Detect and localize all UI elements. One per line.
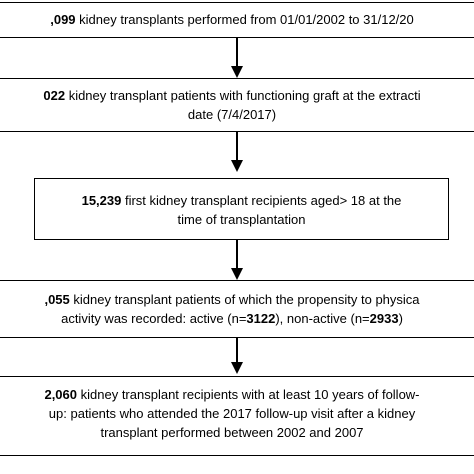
box-4-count: ,055 [44,292,70,307]
box-first-adult-recipients [34,178,449,240]
box-4-active-count: 3122 [246,311,276,326]
box-3-text-1: first kidney transplant recipients aged> 18 at the [121,193,402,208]
connector-3-arrowhead [231,268,243,280]
box-5-line-2: up: patients who attended the 2017 follow-up visit after a kidney [48,406,416,421]
box-3-line-2: time of transplantation [177,212,306,227]
box-total-transplants [0,2,474,38]
connector-1-line [236,38,238,68]
box-functioning-graft [0,78,474,132]
box-2-line-1 [0,86,474,105]
box-4-text-2a: activity was recorded: active (n= [61,311,247,326]
box-2-count: 022 [43,88,66,103]
connector-4-arrowhead [231,362,243,374]
box-1-line-1 [0,10,474,29]
box-5-count: 2,060 [44,387,78,402]
box-1-text: kidney transplants performed from 01/01/2002 to 31/12/20 [75,12,414,27]
connector-1-arrowhead [231,66,243,78]
box-3-line-1 [35,191,448,210]
box-1-count: ,099 [50,12,76,27]
box-4-nonactive-count: 2933 [369,311,399,326]
connector-3-line [236,240,238,270]
box-4-line-2 [0,309,474,328]
box-ten-year-follow-up [0,376,474,456]
box-2-text-1: kidney transplant patients with functioning graft at the extracti [65,88,421,103]
connector-2-line [236,132,238,162]
box-3-count: 15,239 [81,193,122,208]
box-4-line-1 [0,290,474,309]
box-5-line-1 [0,385,474,404]
connector-4-line [236,338,238,364]
box-5-line-3: transplant performed between 2002 and 2007 [100,425,364,440]
box-2-line-2: date (7/4/2017) [187,107,277,122]
box-physical-activity-recorded [0,280,474,338]
box-4-text-1: kidney transplant patients of which the propensity to physica [69,292,420,307]
box-4-text-2b: ), non-active (n= [275,311,370,326]
box-4-text-2c: ) [398,311,403,326]
box-5-text-1: kidney transplant recipients with at least 10 years of follow- [77,387,420,402]
connector-2-arrowhead [231,160,243,172]
